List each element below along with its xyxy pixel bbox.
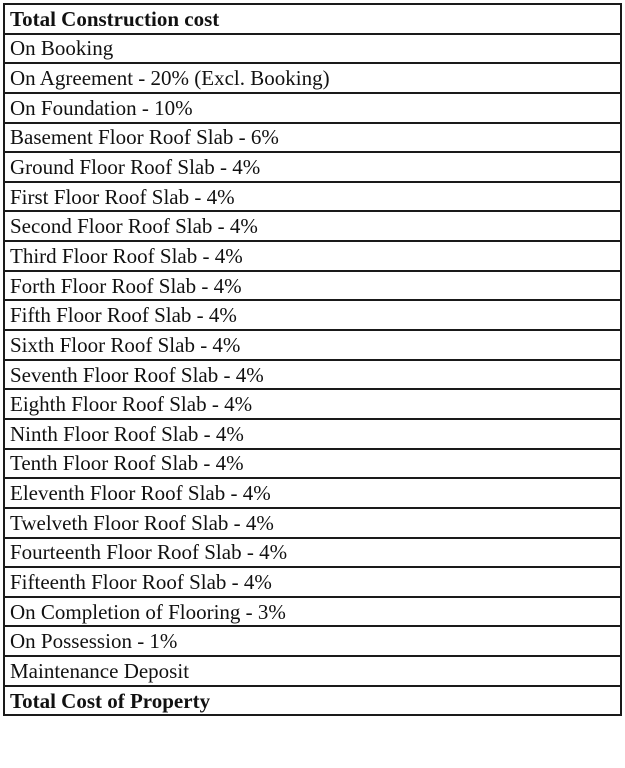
- table-row: [4, 567, 621, 597]
- table-cell: On Possession - 1%: [4, 626, 621, 656]
- table-cell: Fifteenth Floor Roof Slab - 4%: [4, 567, 621, 597]
- table-row: [4, 63, 621, 93]
- table-row: [4, 123, 621, 153]
- table-cell: Eleventh Floor Roof Slab - 4%: [4, 478, 621, 508]
- table-cell: Third Floor Roof Slab - 4%: [4, 241, 621, 271]
- table-row: [4, 211, 621, 241]
- table-row: [4, 656, 621, 686]
- table-row: [4, 330, 621, 360]
- payment-schedule-body: [4, 4, 621, 715]
- table-cell: Fifth Floor Roof Slab - 4%: [4, 300, 621, 330]
- table-cell: First Floor Roof Slab - 4%: [4, 182, 621, 212]
- table-cell: Tenth Floor Roof Slab - 4%: [4, 449, 621, 479]
- table-row: [4, 389, 621, 419]
- table-cell: On Completion of Flooring - 3%: [4, 597, 621, 627]
- table-cell: Sixth Floor Roof Slab - 4%: [4, 330, 621, 360]
- table-footer-row: [4, 686, 621, 716]
- table-footer-cell: Total Cost of Property: [4, 686, 621, 716]
- table-header-row: [4, 4, 621, 34]
- table-row: [4, 34, 621, 64]
- table-row: [4, 152, 621, 182]
- table-row: [4, 360, 621, 390]
- table-row: [4, 478, 621, 508]
- table-row: [4, 626, 621, 656]
- table-row: [4, 419, 621, 449]
- table-row: [4, 300, 621, 330]
- table-cell: Fourteenth Floor Roof Slab - 4%: [4, 538, 621, 568]
- table-cell: Eighth Floor Roof Slab - 4%: [4, 389, 621, 419]
- table-cell: Basement Floor Roof Slab - 6%: [4, 123, 621, 153]
- table-cell: Forth Floor Roof Slab - 4%: [4, 271, 621, 301]
- table-cell: On Foundation - 10%: [4, 93, 621, 123]
- table-row: [4, 182, 621, 212]
- table-cell: Ninth Floor Roof Slab - 4%: [4, 419, 621, 449]
- table-row: [4, 271, 621, 301]
- table-cell: Seventh Floor Roof Slab - 4%: [4, 360, 621, 390]
- table-cell: Maintenance Deposit: [4, 656, 621, 686]
- table-cell: On Booking: [4, 34, 621, 64]
- table-row: [4, 93, 621, 123]
- table-row: [4, 449, 621, 479]
- table-row: [4, 508, 621, 538]
- table-row: [4, 597, 621, 627]
- payment-schedule-sheet: [3, 3, 622, 765]
- table-cell: Ground Floor Roof Slab - 4%: [4, 152, 621, 182]
- table-cell: Twelveth Floor Roof Slab - 4%: [4, 508, 621, 538]
- table-cell: On Agreement - 20% (Excl. Booking): [4, 63, 621, 93]
- table-row: [4, 538, 621, 568]
- table-header-cell: Total Construction cost: [4, 4, 621, 34]
- table-row: [4, 241, 621, 271]
- payment-schedule-table: [3, 3, 622, 716]
- table-cell: Second Floor Roof Slab - 4%: [4, 211, 621, 241]
